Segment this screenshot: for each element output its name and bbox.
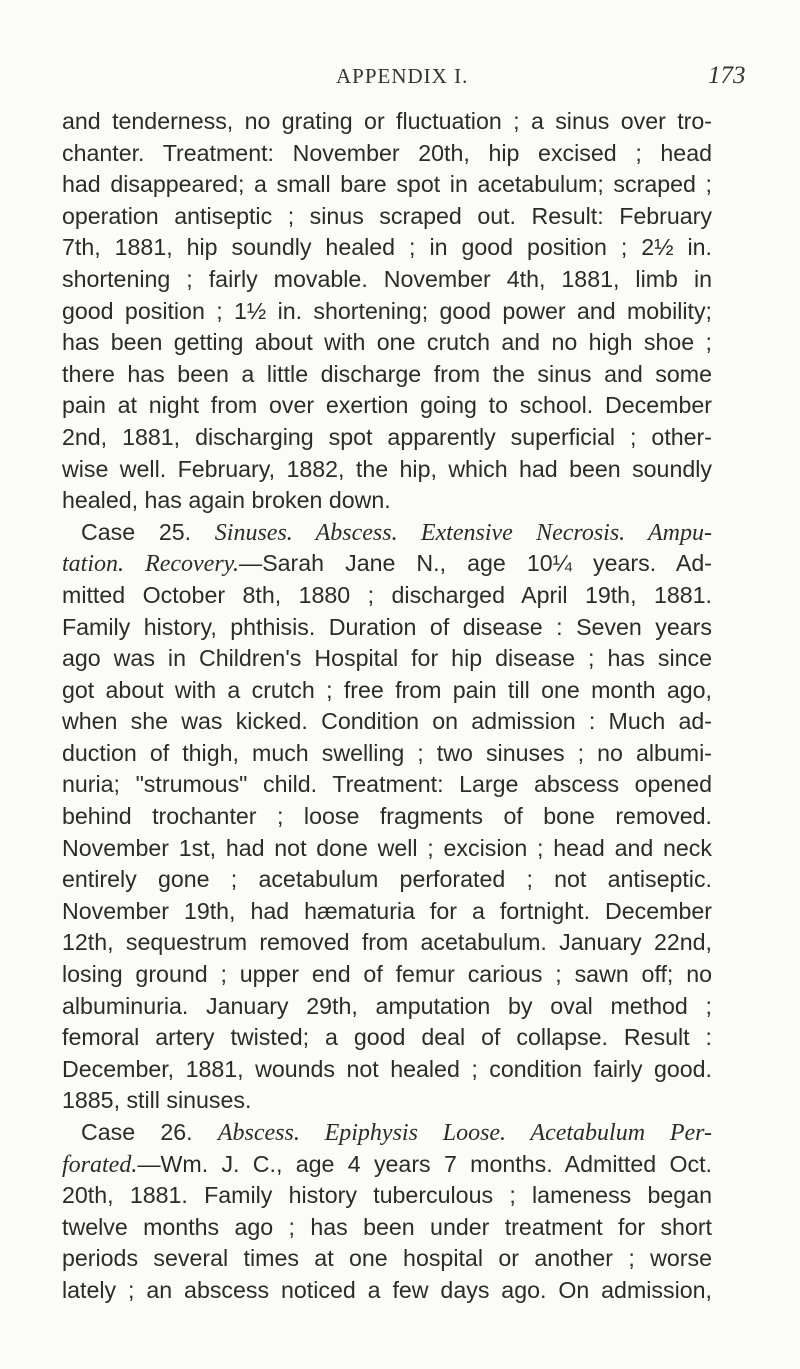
text-line: femoral artery twisted; a good deal of collapse. Result : <box>62 1024 712 1051</box>
text-line: 2nd, 1881, discharging spot apparently superficial ; other- <box>62 423 712 450</box>
case-25-heading <box>62 517 712 549</box>
text-line: when she was kicked. Condition on admission : Much ad- <box>62 708 712 735</box>
text-line: had disappeared; a small bare spot in acetabulum; scraped ; <box>62 171 712 198</box>
text-line: wise well. February, 1882, the hip, which had been soundly <box>62 455 712 482</box>
text-line: good position ; 1½ in. shortening; good power and mobility; <box>62 297 712 324</box>
case-26-title: Abscess. Epiphysis Loose. Acetabulum Per- <box>217 1120 712 1146</box>
text-line: 7th, 1881, hip soundly healed ; in good position ; 2½ in. <box>62 234 712 261</box>
text-line: got about with a crutch ; free from pain till one month ago, <box>62 676 712 703</box>
text-line: shortening ; fairly movable. November 4th, 1881, limb in <box>62 265 712 292</box>
case-26-label: Case 26. <box>81 1119 218 1145</box>
case-26-heading <box>62 1117 712 1149</box>
case-25-line-2 <box>62 548 712 580</box>
page-header <box>0 62 800 102</box>
text-line: albuminuria. January 29th, amputation by oval method ; <box>62 992 712 1019</box>
text-line: chanter. Treatment: November 20th, hip excised ; head <box>62 139 712 166</box>
text-line: periods several times at one hospital or another ; worse <box>62 1245 712 1272</box>
case-26-title-end: forated. <box>62 1151 138 1178</box>
text-line: losing ground ; upper end of femur carious ; sawn off; no <box>62 961 712 988</box>
text-line: Family history, phthisis. Duration of disease : Seven years <box>62 613 712 640</box>
text-line: 12th, sequestrum removed from acetabulum. January 22nd, <box>62 929 712 956</box>
text-line: 1885, still sinuses. <box>62 1087 252 1114</box>
text-line: December, 1881, wounds not healed ; condition fairly good. <box>62 1055 712 1082</box>
case-25-patient: —Sarah Jane N., age 10¼ years. Ad- <box>239 550 712 577</box>
case-25-recovery: Recovery. <box>145 551 239 578</box>
text-line: there has been a little discharge from the sinus and some <box>62 360 712 387</box>
case-25-title-end: tation. <box>62 551 125 578</box>
text-line: ago was in Children's Hospital for hip disease ; has since <box>62 645 712 672</box>
text-line: twelve months ago ; has been under treatment for short <box>62 1213 712 1240</box>
case-25-title: Sinuses. Abscess. Extensive Necrosis. Ampu- <box>214 519 712 546</box>
text-line: November 19th, had hæmaturia for a fortnight. December <box>62 897 712 924</box>
case-25-label: Case 25. <box>81 518 215 545</box>
text-line: lately ; an abscess noticed a few days ago. On admission, <box>62 1276 712 1303</box>
text-line: entirely gone ; acetabulum perforated ; not antiseptic. <box>62 866 712 893</box>
page-number: 173 <box>708 62 746 89</box>
text-line: mitted October 8th, 1880 ; discharged April 19th, 1881. <box>62 581 712 608</box>
running-head: APPENDIX I. <box>336 64 469 88</box>
text-line: behind trochanter ; loose fragments of bone removed. <box>62 803 712 830</box>
text-line: pain at night from over exertion going to school. December <box>62 392 712 419</box>
case-26-line-2 <box>62 1149 712 1181</box>
text-line: nuria; "strumous" child. Treatment: Large abscess opened <box>62 771 712 798</box>
text-line: operation antiseptic ; sinus scraped out. Result: February <box>62 202 712 229</box>
text-line: healed, has again broken down. <box>62 487 391 514</box>
text-line: 20th, 1881. Family history tuberculous ; lameness began <box>62 1182 712 1209</box>
text-line: November 1st, had not done well ; excision ; head and neck <box>62 834 712 861</box>
text-line: duction of thigh, much swelling ; two sinuses ; no albumi- <box>62 739 712 766</box>
case-26-patient: —Wm. J. C., age 4 years 7 months. Admitted Oct. <box>137 1150 712 1177</box>
body-text <box>62 106 712 1307</box>
text-line: has been getting about with one crutch and no high shoe ; <box>62 329 712 356</box>
text-line: and tenderness, no grating or fluctuation ; a sinus over tro- <box>62 108 712 134</box>
